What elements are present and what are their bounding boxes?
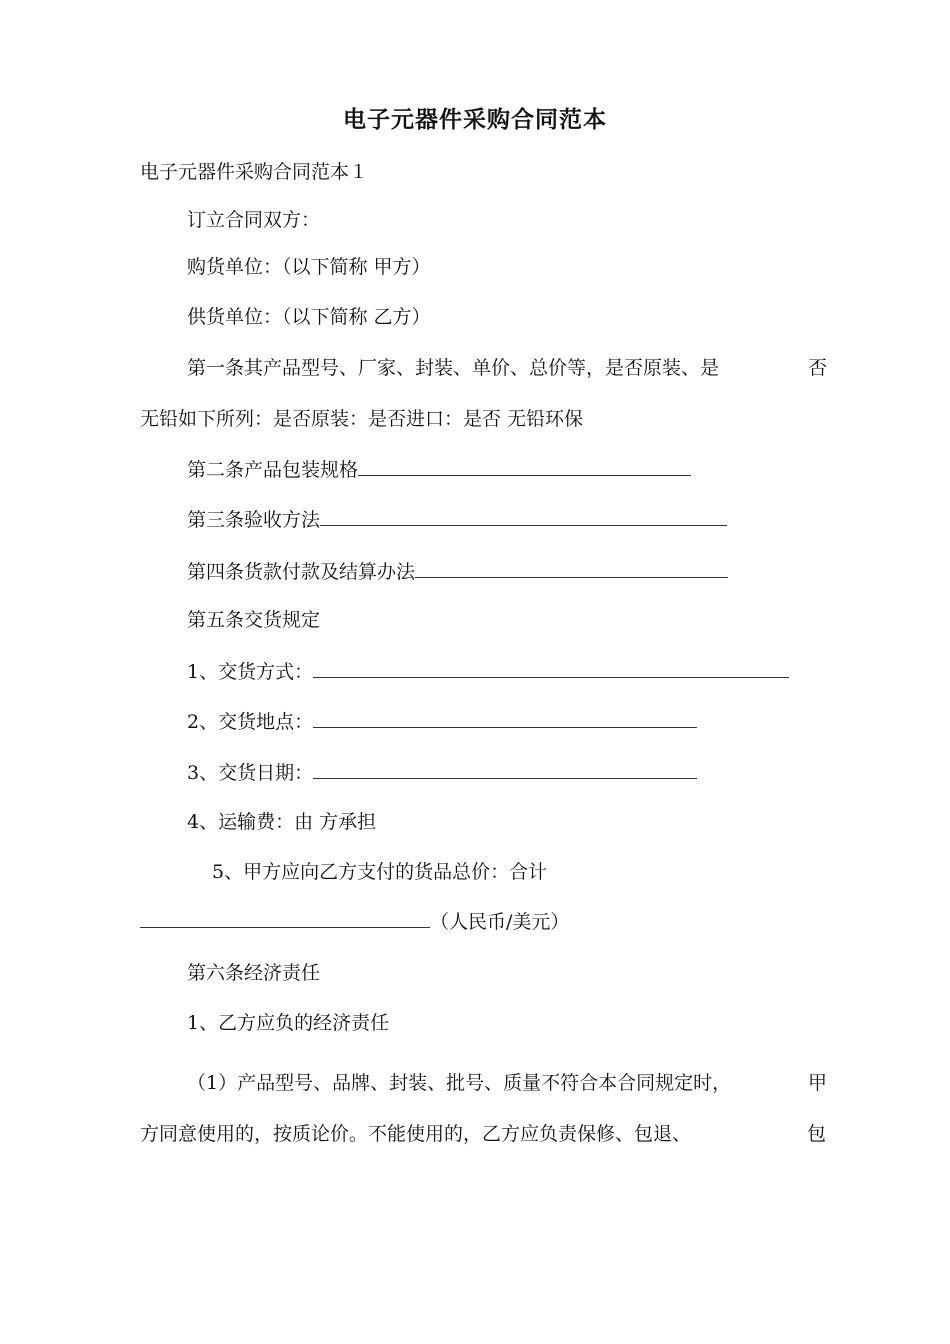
total-price-blank (140, 907, 430, 928)
delivery-place-row (187, 707, 697, 736)
freight-line: 4、运输费：由 方承担 (187, 811, 377, 833)
article4-blank (415, 557, 728, 578)
delivery-method-blank (313, 657, 789, 678)
total-price-row (140, 907, 569, 936)
delivery-date-row (187, 758, 697, 787)
delivery-method-label: 1、交货方式： (187, 661, 314, 683)
delivery-date-blank (313, 758, 697, 779)
article1-line1-row (187, 354, 827, 382)
article4-label: 第四条货款付款及结算办法 (187, 561, 416, 583)
article2-row (187, 455, 691, 484)
delivery-method-row (187, 657, 789, 686)
buyer-line: 购货单位：（以下简称 甲方） (187, 256, 431, 278)
article1-line1: 第一条其产品型号、厂家、封装、单价、总价等，是否原装、是 (187, 357, 720, 379)
article2-blank (358, 455, 691, 476)
article5-heading: 第五条交货规定 (187, 609, 321, 631)
supplier-liability-heading: 1、乙方应负的经济责任 (187, 1012, 390, 1034)
clause1-line2-row (140, 1120, 826, 1148)
total-price-line1: 5、甲方应向乙方支付的货品总价：合计 (212, 861, 548, 883)
delivery-place-label: 2、交货地点： (187, 711, 314, 733)
article3-label: 第三条验收方法 (187, 509, 321, 531)
document-title: 电子元器件采购合同范本 (343, 107, 607, 133)
article1-line1-end: 否 (807, 357, 827, 379)
article4-row (187, 557, 728, 586)
article2-label: 第二条产品包装规格 (187, 459, 359, 481)
delivery-date-label: 3、交货日期： (187, 762, 314, 784)
supplier-line: 供货单位：（以下简称 乙方） (187, 306, 431, 328)
article1-line2: 无铅如下所列：是否原装：是否进口：是否 无铅环保 (140, 408, 584, 430)
clause1-line1-row (187, 1069, 827, 1097)
clause1-line1-end: 甲 (807, 1072, 827, 1094)
parties-heading: 订立合同双方： (187, 209, 321, 231)
contract-subtitle: 电子元器件采购合同范本１ (140, 161, 369, 183)
article3-row (187, 505, 727, 534)
clause1-line2-end: 包 (806, 1123, 826, 1145)
clause1-line1: （1）产品型号、品牌、封装、批号、质量不符合本合同规定时， (187, 1072, 732, 1094)
clause1-line2: 方同意使用的，按质论价。不能使用的，乙方应负责保修、包退、 (140, 1123, 692, 1145)
article3-blank (320, 505, 727, 526)
article6-heading: 第六条经济责任 (187, 962, 321, 984)
total-price-currency: （人民币/美元） (430, 911, 570, 933)
delivery-place-blank (313, 707, 697, 728)
